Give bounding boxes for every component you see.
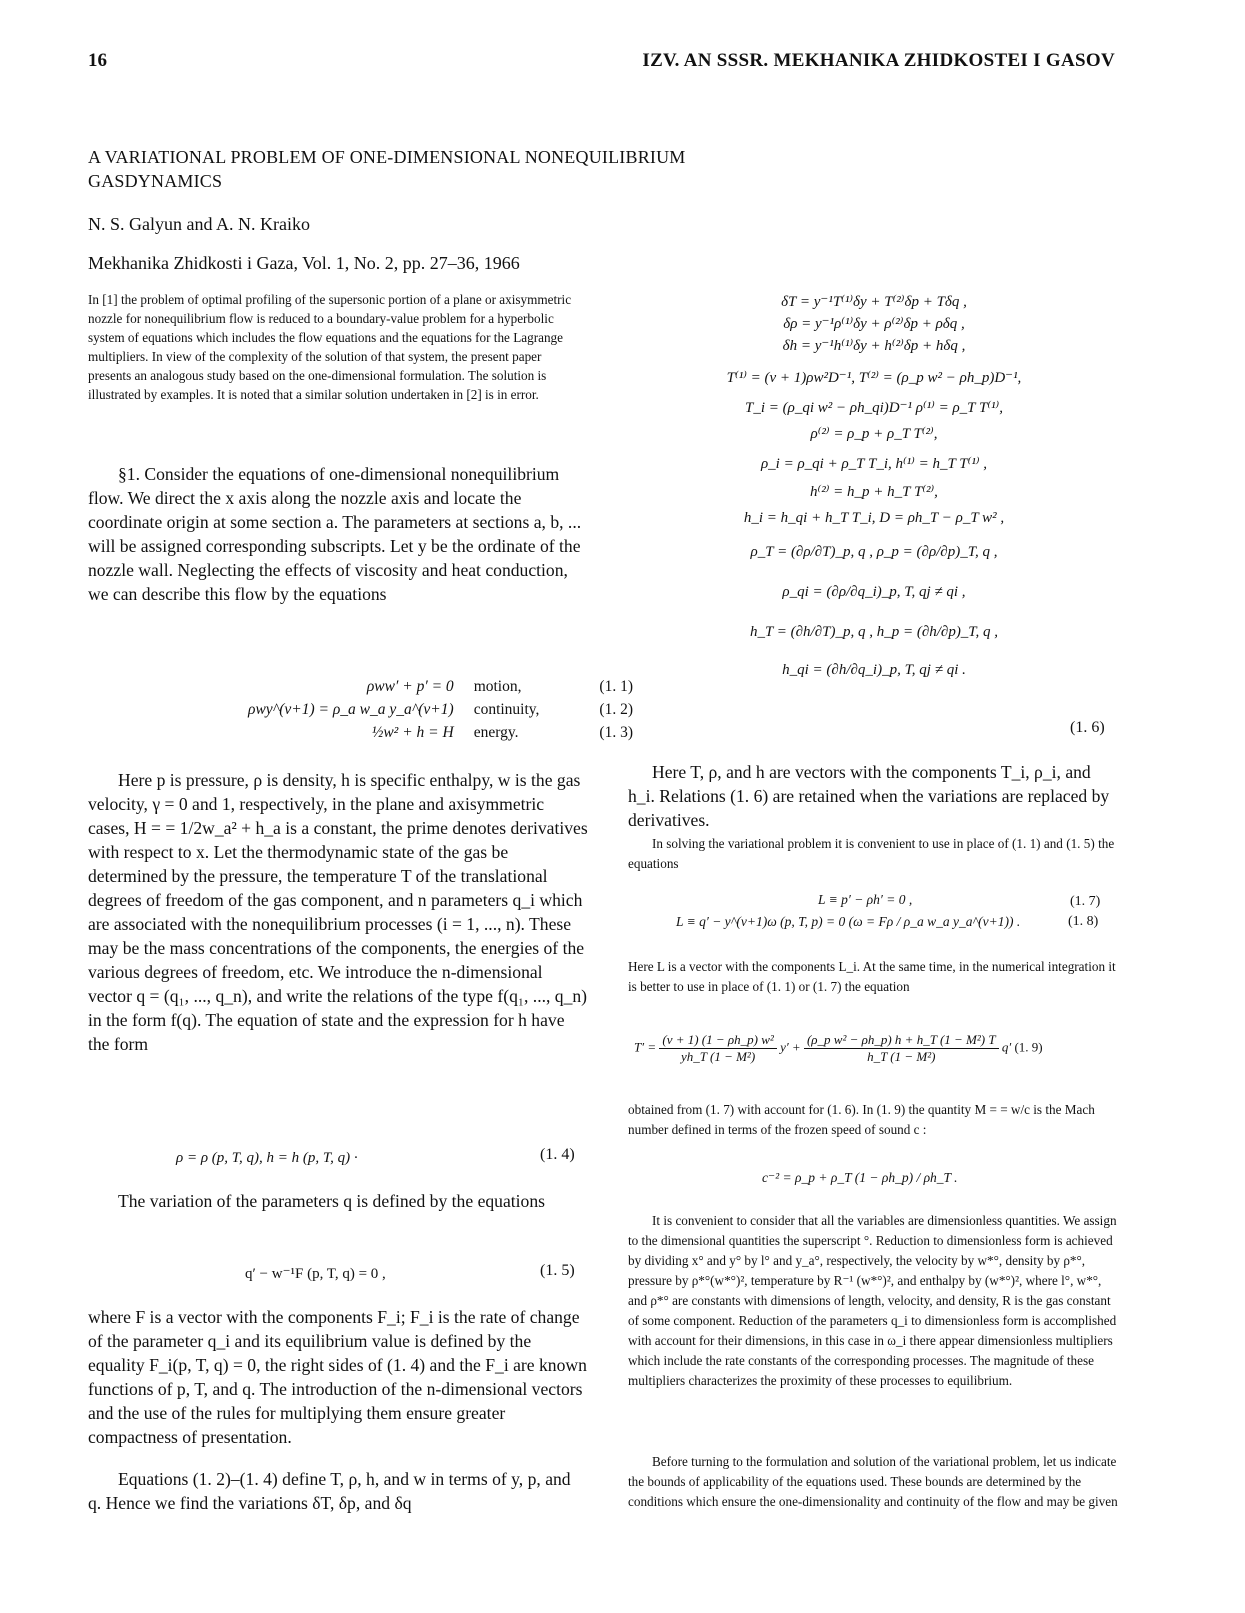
equation-label: motion, bbox=[473, 677, 522, 695]
equation-line: δT = y⁻¹T⁽¹⁾δy + T⁽²⁾δp + Tδq , bbox=[781, 294, 967, 310]
eq9-fraction-1 bbox=[659, 1032, 776, 1065]
equation-line: h_T = (∂h/∂T)_p, q , h_p = (∂h/∂p)_T, q , bbox=[749, 624, 999, 640]
equation-line: δρ = y⁻¹ρ⁽¹⁾δy + ρ⁽²⁾δp + ρδq , bbox=[783, 316, 965, 332]
right-paragraph-2 bbox=[628, 834, 1120, 874]
vectors-components: Here T, ρ, and h are vectors with the components T_i, ρ_i, and h_i. Relations (1. 6) are retained when the variations are replaced by derivatives. bbox=[628, 762, 1110, 830]
right-paragraph-4 bbox=[628, 1100, 1120, 1140]
article-citation: Mekhanika Zhidkosti i Gaza, Vol. 1, No. 2, pp. 27–36, 1966 bbox=[88, 253, 520, 273]
page-number: 16 bbox=[88, 50, 107, 71]
dimensionless-note: It is convenient to consider that all the variables are dimensionless quantities. We assign to the dimensional quantities the superscript °. Reduction to dimensionless form is achieved by dividing x° and y° by l° and y_a°, respectively, the velocity by w*°, density by ρ*°, pressure by ρ*°(w*°)², temperature by R⁻¹ (w*°)², and enthalpy by (w*°)², where l°, w*°, and ρ*° are constants with dimensions of length, velocity, and density, R is the gas constant of some component. Reduction of the parameters q_i to dimensionless form is accomplished with account for their dimensions, in this case in ω_i there appear dimensionless multipliers which include the rate constants of the corresponding processes. The magnitude of these multipliers characterizes the proximity of these processes to equilibrium. bbox=[628, 1213, 1117, 1388]
mach-number-note: obtained from (1. 7) with account for (1. 6). In (1. 9) the quantity M = = w/c is the Mach number defined in terms of the frozen speed of sound c : bbox=[628, 1102, 1095, 1137]
equation-line: ρ_T = (∂ρ/∂T)_p, q , ρ_p = (∂ρ/∂p)_T, q , bbox=[750, 544, 998, 560]
eq9-frac1-numerator: (ν + 1) (1 − ρh_p) w² bbox=[659, 1032, 776, 1049]
eq9-middle: y′ + bbox=[780, 1039, 801, 1055]
eq9-frac2-numerator: (ρ_p w² − ρh_p) h + h_T (1 − M²) T bbox=[804, 1032, 999, 1049]
left-paragraph-3 bbox=[88, 1189, 588, 1213]
right-paragraph-5 bbox=[628, 1211, 1120, 1391]
right-paragraph-1 bbox=[628, 760, 1120, 832]
equation-label: energy. bbox=[473, 723, 519, 741]
eq9-frac1-denominator: yh_T (1 − M²) bbox=[680, 1049, 756, 1064]
equation-row bbox=[238, 721, 643, 744]
equation-number-1-7: (1. 7) bbox=[1070, 894, 1101, 909]
equation-line: ρ⁽²⁾ = ρ_p + ρ_T T⁽²⁾, bbox=[810, 426, 938, 442]
applicability-note: Before turning to the formulation and solution of the variational problem, let us indicate the bounds of applicability of the equations used. These bounds are determined by the conditions which ensure the one-dimensionality and continuity of the flow and may be given bbox=[628, 1454, 1118, 1509]
equation-line: h⁽²⁾ = h_p + h_T T⁽²⁾, bbox=[810, 484, 938, 500]
equation-1-7: L ≡ p′ − ρh′ = 0 , bbox=[818, 892, 913, 907]
equation-number: (1. 3) bbox=[599, 723, 633, 741]
equation-line: T⁽¹⁾ = (ν + 1)ρw²D⁻¹, T⁽²⁾ = (ρ_p w² − ρh_p)D⁻¹, bbox=[726, 370, 1022, 386]
left-paragraph-4 bbox=[88, 1305, 588, 1449]
journal-header: IZV. AN SSSR. MEKHANIKA ZHIDKOSTEI I GASOV bbox=[642, 50, 1115, 71]
equation-number: (1. 1) bbox=[599, 677, 633, 695]
eq9-frac2-denominator: h_T (1 − M²) bbox=[867, 1049, 936, 1064]
article-title: A VARIATIONAL PROBLEM OF ONE-DIMENSIONAL NONEQUILIBRIUM GASDYNAMICS bbox=[88, 147, 686, 191]
variables-definition: Here p is pressure, ρ is density, h is specific enthalpy, w is the gas velocity, γ = 0 and 1, respectively, in the plane and axisymmetric cases, H = = 1/2w_a² + h_a is a constant, the prime denotes derivatives with respect to x. Let the thermodynamic state of the gas be determined by the pressure, the temperature T of the translational degrees of freedom of the gas component, and n parameters q_i which are associated with the nonequilibrium processes (i = 1, ..., n). These may be the mass concentrations of the components, the energies of the various degrees of freedom, etc. We introduce the n-dimensional vector q = (q₁, ..., q_n), and write the relations of the type f(q₁, ..., q_n) in the form f(q). The equation of state and the expression for h have the form bbox=[88, 770, 588, 1054]
equation-1-4: ρ = ρ (p, T, q), h = h (p, T, q) · bbox=[176, 1150, 358, 1166]
equation-row bbox=[238, 698, 643, 721]
equation-line: h_qi = (∂h/∂q_i)_p, T, qj ≠ qi . bbox=[782, 662, 966, 678]
article-authors: N. S. Galyun and A. N. Kraiko bbox=[88, 214, 310, 234]
equation-1-9 bbox=[634, 1032, 1043, 1065]
eq9-fraction-2 bbox=[804, 1032, 999, 1065]
variations-intro: Equations (1. 2)–(1. 4) define T, ρ, h, and w in terms of y, p, and q. Hence we find the variations δT, δp, and δq bbox=[88, 1469, 571, 1513]
equation-block-1-6 bbox=[628, 292, 1120, 690]
eq9-lhs: T′ = bbox=[634, 1039, 657, 1055]
variational-intro: In solving the variational problem it is convenient to use in place of (1. 1) and (1. 5) the equations bbox=[628, 836, 1115, 871]
equation-row bbox=[238, 675, 643, 698]
equation-1-8: L ≡ q′ − y^(ν+1)ω (p, T, p) = 0 (ω = Fρ / ρ_a w_a y_a^(ν+1)) . bbox=[676, 914, 1021, 929]
equation-number-1-9: (1. 9) bbox=[1014, 1039, 1043, 1055]
equation-number-1-6: (1. 6) bbox=[1070, 719, 1105, 736]
section-1-intro: §1. Consider the equations of one-dimensional nonequilibrium flow. We direct the x axis along the nozzle axis and locate the coordinate origin at some section a. The parameters at sections a, b, ... will be assigned corresponding subscripts. Let y be the ordinate of the nozzle wall. Neglecting the effects of viscosity and heat conduction, we can describe this flow by the equations bbox=[88, 464, 582, 604]
equation-line: T_i = (ρ_qi w² − ρh_qi)D⁻¹ ρ⁽¹⁾ = ρ_T T⁽¹⁾, bbox=[745, 400, 1003, 416]
equation-1-5: q′ − w⁻¹F (p, T, q) = 0 , bbox=[245, 1266, 386, 1282]
left-paragraph-5 bbox=[88, 1467, 588, 1515]
equation-sound-speed: c⁻² = ρ_p + ρ_T (1 − ρh_p) / ρh_T . bbox=[762, 1170, 958, 1185]
abstract: In [1] the problem of optimal profiling of the supersonic portion of a plane or axisymmetric nozzle for nonequilibrium flow is reduced to a boundary-value problem for a hyperbolic system of equations which includes the flow equations and the equations for the Lagrange multipliers. In view of the complexity of the solution of that system, the present paper presents an analogous study based on the one-dimensional formulation. The solution is illustrated by examples. It is noted that a similar solution undertaken in [2] is in error. bbox=[88, 292, 572, 402]
equation-number-1-4: (1. 4) bbox=[540, 1146, 575, 1163]
equation-formula: ρww′ + p′ = 0 bbox=[366, 677, 454, 695]
equation-formula: ½w² + h = H bbox=[371, 723, 454, 741]
equation-table bbox=[238, 675, 643, 744]
right-paragraph-6 bbox=[628, 1452, 1120, 1512]
equation-number-1-8: (1. 8) bbox=[1068, 914, 1099, 929]
equation-line: ρ_i = ρ_qi + ρ_T T_i, h⁽¹⁾ = h_T T⁽¹⁾ , bbox=[760, 456, 988, 472]
equation-number-1-5: (1. 5) bbox=[540, 1262, 575, 1279]
equation-number: (1. 2) bbox=[599, 700, 633, 718]
equation-line: δh = y⁻¹h⁽¹⁾δy + h⁽²⁾δp + hδq , bbox=[782, 338, 966, 354]
vector-f-definition: where F is a vector with the components F_i; F_i is the rate of change of the parameter q_i and its equilibrium value is defined by the equality F_i(p, T, q) = 0, the right sides of (1. 4) and the F_i are known functions of p, T, and q. The introduction of the n-dimensional vectors and the use of the rules for multiplying them ensure greater compactness of presentation. bbox=[88, 1307, 587, 1447]
right-paragraph-3 bbox=[628, 957, 1120, 997]
equation-label: continuity, bbox=[473, 700, 540, 718]
equation-line: h_i = h_qi + h_T T_i, D = ρh_T − ρ_T w² , bbox=[743, 510, 1005, 526]
equation-formula: ρwy^(ν+1) = ρ_a w_a y_a^(ν+1) bbox=[248, 700, 454, 718]
equation-line: ρ_qi = (∂ρ/∂q_i)_p, T, qj ≠ qi , bbox=[782, 584, 966, 600]
q-variation-intro: The variation of the parameters q is defined by the equations bbox=[118, 1191, 545, 1211]
left-paragraph-2 bbox=[88, 768, 588, 1056]
numerical-integration-note: Here L is a vector with the components L_i. At the same time, in the numerical integration it is better to use in place of (1. 1) or (1. 7) the equation bbox=[628, 959, 1116, 994]
equation-system-1-1-to-1-3 bbox=[238, 675, 643, 744]
left-paragraph-1 bbox=[88, 462, 588, 606]
eq9-tail: q′ bbox=[1001, 1039, 1012, 1055]
